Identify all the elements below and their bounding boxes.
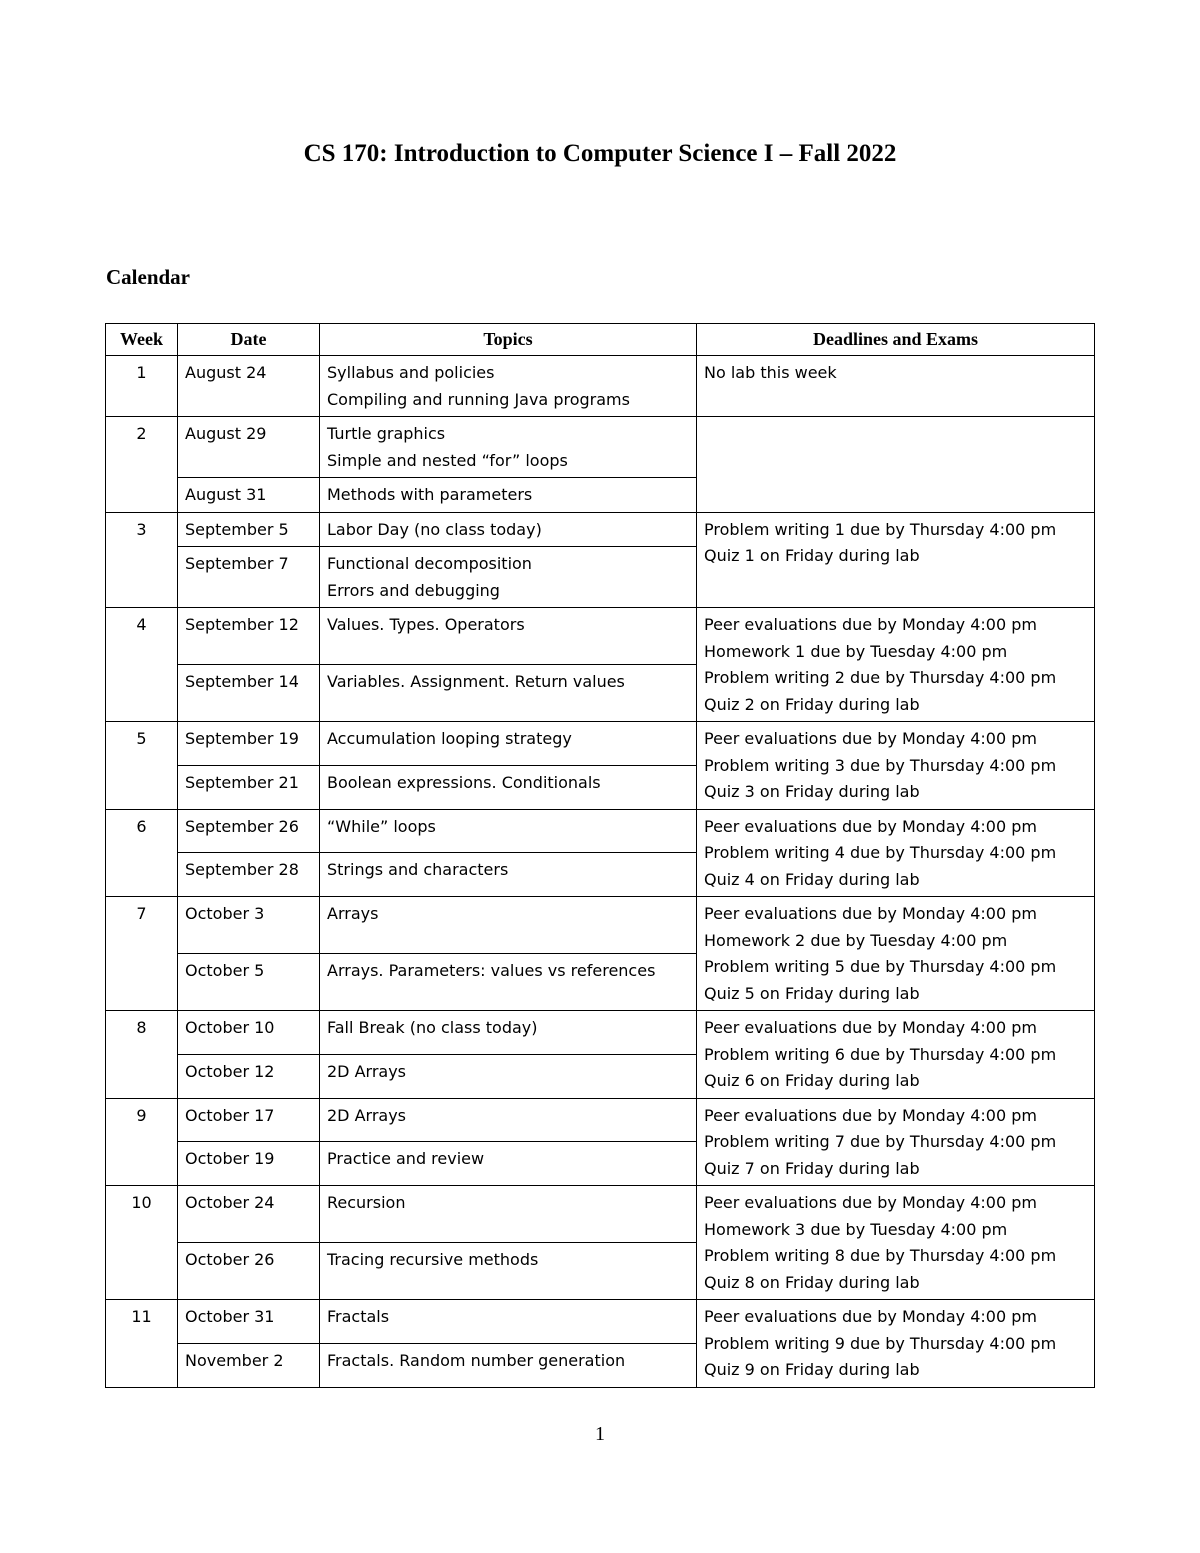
topics-cell (320, 1054, 697, 1098)
date-cell: August 29 (178, 417, 320, 478)
header-row (106, 324, 1095, 356)
deadline-line: Quiz 1 on Friday during lab (704, 546, 920, 565)
deadline-line: Homework 2 due by Tuesday 4:00 pm (704, 930, 1008, 950)
deadline-line: Problem writing 3 due by Thursday 4:00 pm (704, 755, 1057, 775)
date-cell: September 21 (178, 765, 320, 809)
topic-line: Practice and review (327, 1149, 485, 1169)
deadline-line: Homework 3 due by Tuesday 4:00 pm (704, 1219, 1008, 1239)
topics-cell (320, 1011, 697, 1055)
table-row (106, 1186, 1095, 1243)
deadline-line: Peer evaluations due by Monday 4:00 pm (704, 1307, 1037, 1326)
header-date: Date (178, 324, 320, 356)
topic-line: Simple and nested “for” loops (327, 450, 568, 470)
topics-cell (320, 897, 697, 954)
header-topics: Topics (320, 324, 697, 356)
date-cell: October 24 (178, 1186, 320, 1243)
topics-cell (320, 608, 697, 665)
table-row (106, 897, 1095, 954)
table-row (106, 1300, 1095, 1344)
week-number-cell: 7 (106, 897, 178, 1011)
topics-cell (320, 722, 697, 766)
date-cell: October 26 (178, 1243, 320, 1300)
topic-line: Variables. Assignment. Return values (327, 672, 625, 691)
deadline-line: Quiz 9 on Friday during lab (704, 1360, 920, 1379)
section-heading: Calendar (106, 265, 190, 289)
topics-cell (320, 417, 697, 478)
deadline-line: Problem writing 5 due by Thursday 4:00 pm (704, 957, 1057, 976)
table-row (106, 417, 1095, 478)
date-cell: October 19 (178, 1142, 320, 1186)
table-row (106, 809, 1095, 853)
topics-cell (320, 356, 697, 417)
deadline-line: Peer evaluations due by Monday 4:00 pm (704, 1105, 1037, 1125)
deadlines-cell (697, 722, 1095, 810)
topics-cell (320, 1098, 697, 1142)
topics-cell (320, 547, 697, 608)
date-cell: September 28 (178, 853, 320, 897)
week-number-cell: 4 (106, 608, 178, 722)
topics-cell (320, 1243, 697, 1300)
deadline-line: Quiz 2 on Friday during lab (704, 694, 920, 714)
date-cell: October 12 (178, 1054, 320, 1098)
week-number-cell: 11 (106, 1300, 178, 1388)
deadlines-cell (697, 809, 1095, 897)
header-deadlines: Deadlines and Exams (697, 324, 1095, 356)
deadlines-cell (697, 356, 1095, 417)
deadline-line: Problem writing 4 due by Thursday 4:00 pm (704, 843, 1057, 862)
week-number-cell: 5 (106, 722, 178, 810)
week-number-cell: 1 (106, 356, 178, 417)
deadline-line: No lab this week (704, 363, 837, 382)
deadline-line: Problem writing 7 due by Thursday 4:00 pm (704, 1132, 1057, 1151)
week-number-cell: 3 (106, 512, 178, 608)
topic-line: Functional decomposition (327, 554, 532, 573)
date-cell: August 31 (178, 478, 320, 513)
deadline-line: Peer evaluations due by Monday 4:00 pm (704, 1193, 1037, 1212)
week-number-cell: 2 (106, 417, 178, 513)
topic-line: Compiling and running Java programs (327, 389, 630, 409)
date-cell: September 5 (178, 512, 320, 547)
topic-line: Values. Types. Operators (327, 615, 525, 634)
topics-cell (320, 478, 697, 513)
date-cell: September 19 (178, 722, 320, 766)
deadlines-cell (697, 897, 1095, 1011)
deadlines-cell (697, 608, 1095, 722)
date-cell: October 5 (178, 954, 320, 1011)
deadline-line: Quiz 3 on Friday during lab (704, 782, 920, 801)
topics-cell (320, 1300, 697, 1344)
deadline-line: Problem writing 2 due by Thursday 4:00 pm (704, 668, 1057, 687)
deadline-line: Quiz 4 on Friday during lab (704, 869, 920, 889)
topics-cell (320, 1142, 697, 1186)
topic-line: Labor Day (no class today) (327, 519, 542, 539)
topic-line: Methods with parameters (327, 485, 533, 504)
deadlines-cell (697, 1098, 1095, 1186)
date-cell: September 12 (178, 608, 320, 665)
topic-line: Arrays. Parameters: values vs references (327, 961, 656, 980)
topics-cell (320, 1186, 697, 1243)
deadlines-cell (697, 417, 1095, 513)
table-row (106, 512, 1095, 547)
deadline-line: Peer evaluations due by Monday 4:00 pm (704, 1018, 1037, 1037)
deadlines-cell (697, 1011, 1095, 1099)
week-number-cell: 8 (106, 1011, 178, 1099)
date-cell: November 2 (178, 1343, 320, 1387)
deadlines-cell (697, 1300, 1095, 1388)
topics-cell (320, 809, 697, 853)
date-cell: October 3 (178, 897, 320, 954)
deadline-line: Homework 1 due by Tuesday 4:00 pm (704, 641, 1008, 661)
document-title: CS 170: Introduction to Computer Science I – Fall 2022 (303, 140, 897, 167)
deadlines-cell (697, 512, 1095, 608)
week-number-cell: 6 (106, 809, 178, 897)
deadline-line: Peer evaluations due by Monday 4:00 pm (704, 729, 1037, 748)
deadline-line: Peer evaluations due by Monday 4:00 pm (704, 816, 1037, 836)
date-cell: October 10 (178, 1011, 320, 1055)
date-cell: September 7 (178, 547, 320, 608)
topic-line: Fractals (327, 1307, 390, 1326)
topics-cell (320, 853, 697, 897)
table-row (106, 356, 1095, 417)
calendar-table (105, 323, 1095, 1388)
date-cell: October 31 (178, 1300, 320, 1344)
topics-cell (320, 665, 697, 722)
week-number-cell: 10 (106, 1186, 178, 1300)
topic-line: Accumulation looping strategy (327, 729, 572, 748)
topic-line: Fractals. Random number generation (327, 1350, 626, 1370)
topics-cell (320, 954, 697, 1011)
topics-cell (320, 512, 697, 547)
date-cell: September 26 (178, 809, 320, 853)
deadline-line: Quiz 5 on Friday during lab (704, 983, 920, 1003)
topic-line: Boolean expressions. Conditionals (327, 772, 601, 792)
deadline-line: Peer evaluations due by Monday 4:00 pm (704, 615, 1037, 634)
topics-cell (320, 1343, 697, 1387)
deadline-line: Problem writing 6 due by Thursday 4:00 pm (704, 1044, 1057, 1064)
table-row (106, 1011, 1095, 1055)
page-number: 1 (595, 1423, 605, 1445)
deadline-line: Quiz 6 on Friday during lab (704, 1071, 920, 1090)
topic-line: Strings and characters (327, 860, 509, 880)
topic-line: Recursion (327, 1193, 406, 1212)
topic-line: Tracing recursive methods (327, 1250, 539, 1269)
date-cell: October 17 (178, 1098, 320, 1142)
date-cell: August 24 (178, 356, 320, 417)
week-number-cell: 9 (106, 1098, 178, 1186)
deadline-line: Problem writing 9 due by Thursday 4:00 pm (704, 1333, 1057, 1353)
deadline-line: Problem writing 8 due by Thursday 4:00 pm (704, 1246, 1057, 1265)
table-row (106, 722, 1095, 766)
topic-line: 2D Arrays (327, 1061, 407, 1081)
topic-line: 2D Arrays (327, 1105, 407, 1125)
topic-line: Arrays (327, 904, 379, 923)
topic-line: Turtle graphics (327, 424, 446, 443)
table-row (106, 1098, 1095, 1142)
deadline-line: Quiz 7 on Friday during lab (704, 1158, 920, 1178)
date-cell: September 14 (178, 665, 320, 722)
topic-line: Fall Break (no class today) (327, 1018, 538, 1037)
table-row (106, 608, 1095, 665)
deadlines-cell (697, 1186, 1095, 1300)
deadline-line: Peer evaluations due by Monday 4:00 pm (704, 904, 1037, 923)
deadline-line: Quiz 8 on Friday during lab (704, 1272, 920, 1292)
topic-line: Syllabus and policies (327, 363, 495, 382)
deadline-line: Problem writing 1 due by Thursday 4:00 pm (704, 519, 1057, 539)
topic-line: Errors and debugging (327, 580, 500, 600)
header-week: Week (106, 324, 178, 356)
topic-line: “While” loops (327, 816, 436, 836)
calendar-body (106, 356, 1095, 1388)
topics-cell (320, 765, 697, 809)
